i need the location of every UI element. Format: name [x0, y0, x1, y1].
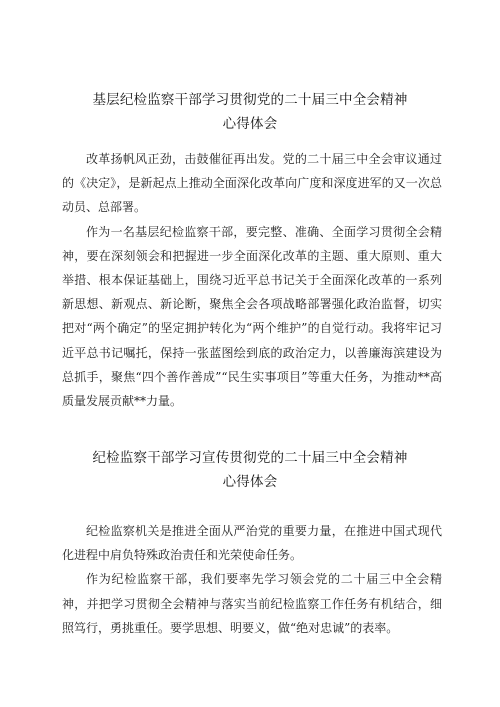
section-2-title-line1: 纪检监察干部学习宣传贯彻党的二十届三中全会精神 — [92, 450, 408, 466]
section-1-title — [0, 88, 500, 136]
section-1-title-line1: 基层纪检监察干部学习贯彻党的二十届三中全会精神 — [92, 92, 408, 108]
section-1-body — [62, 147, 442, 413]
section-2-paragraph-1: 纪检监察机关是推进全面从严治党的重要力量，在推进中国式现代化进程中肩负特殊政治责任和光荣使命任务。 — [62, 524, 442, 563]
section-1-paragraph-1: 改革扬帆风正劲，击鼓催征再出发。党的二十届三中全会审议通过的《决定》，是新起点上推动全面深化改革向广度和深度进军的又一次总动员、总部署。 — [62, 152, 442, 215]
section-2-paragraph-2: 作为纪检监察干部，我们要率先学习领会党的二十届三中全会精神，并把学习贯彻全会精神与落实当前纪检监察工作任务有机结合，细照笃行，勇挑重任。要学思想、明要义，做“绝对忠诚”的表率。 — [62, 572, 442, 635]
section-2-title — [0, 446, 500, 494]
section-1-paragraph-2: 作为一名基层纪检监察干部，要完整、准确、全面学习贯彻全会精神，要在深刻领会和把握进一步全面深化改革的主题、重大原则、重大举措、根本保证基础上，围绕习近平总书记关于全面深化改革的一系列新思想、新观点、新论断，聚焦全会各项战略部署强化政治监督，切实把对“两个确定”的坚定拥护转化为“两个维护”的自觉行动。我将牢记习近平总书记嘱托，保持一张蓝图绘到底的政治定力，以善廉海滨建设为总抓手，聚焦“四个善作善成”“民生实事项目”等重大任务，为推动**高质量发展贡献**力量。 — [62, 224, 442, 409]
section-2-title-line2: 心得体会 — [222, 474, 278, 490]
section-1-title-line2: 心得体会 — [222, 116, 278, 132]
section-2-body — [62, 519, 442, 640]
